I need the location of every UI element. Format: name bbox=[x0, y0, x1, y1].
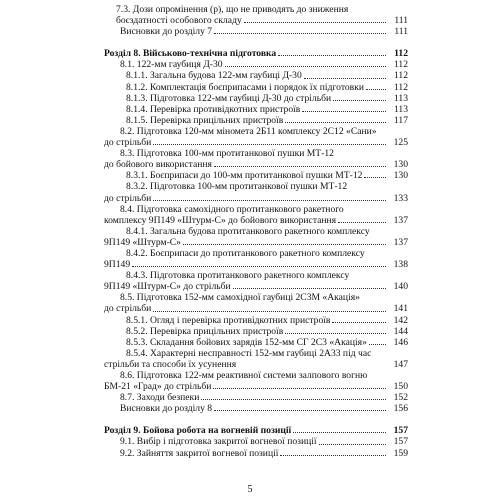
toc-entry-title: БМ-21 «Град» до стрільби bbox=[104, 381, 212, 393]
toc-entry-8-4-1[interactable] bbox=[104, 237, 408, 248]
toc-entry-title: 8.1.5. Перевірка прицільних пристроїв bbox=[126, 114, 284, 126]
page-ref: 113 bbox=[393, 92, 408, 104]
page-ref: 144 bbox=[393, 325, 408, 337]
toc-entry-8-7[interactable] bbox=[104, 392, 408, 403]
page-ref: 150 bbox=[393, 381, 408, 393]
toc-entry-title: 9.2. Зайняття закритої вогневої позиції bbox=[120, 447, 279, 459]
page-ref: 111 bbox=[394, 26, 408, 38]
page-ref: 137 bbox=[393, 236, 408, 248]
toc-entry-9-1[interactable] bbox=[104, 436, 408, 447]
page-ref: 112 bbox=[393, 59, 408, 71]
toc-entry-8-4-2[interactable] bbox=[104, 259, 408, 270]
toc-entry-8-3-1[interactable] bbox=[104, 170, 408, 181]
toc-entry-8-4-line1: 8.4. Підготовка самохідного протитанкового ракетного bbox=[120, 203, 344, 215]
toc-entry-8-5-2[interactable] bbox=[104, 326, 408, 337]
leader-dots bbox=[285, 333, 386, 334]
page-ref: 138 bbox=[393, 259, 408, 271]
page-ref: 141 bbox=[393, 303, 408, 315]
leader-dots bbox=[366, 89, 386, 90]
toc-entry-title: 8.5.1. Огляд і перевірка противідкотних пристроїв bbox=[126, 314, 331, 326]
toc-entry-9-2[interactable] bbox=[104, 448, 408, 459]
leader-dots bbox=[369, 344, 386, 345]
toc-entry-title: Висновки до розділу 7 bbox=[120, 26, 213, 38]
toc-entry-8-5-4[interactable] bbox=[104, 359, 408, 370]
leader-dots bbox=[332, 322, 386, 323]
toc-entry-title: комплексу 9П149 «Штурм-С» до бойового використання bbox=[104, 214, 337, 226]
toc-entry-8-5-line1: 8.5. Підготовка 152-мм самохідної гаубиці 2С3М «Акація» bbox=[120, 292, 360, 304]
leader-dots bbox=[183, 244, 386, 245]
toc-section-9[interactable] bbox=[104, 425, 408, 436]
page-ref: 112 bbox=[393, 81, 408, 93]
leader-dots bbox=[280, 455, 386, 456]
leader-dots bbox=[304, 78, 386, 79]
leader-dots bbox=[153, 200, 386, 201]
toc-entry-title: 8.5.3. Складання бойових зарядів 152-мм СГ 2С3 «Акація» bbox=[126, 336, 367, 348]
toc-entry-8-2[interactable] bbox=[104, 137, 408, 148]
toc-entry-8-5-1[interactable] bbox=[104, 315, 408, 326]
toc-entry-8-3-line1: 8.3. Підготовка 100-мм протитанкової пушки МТ-12 bbox=[120, 148, 334, 160]
toc-entry-title: 8.1. 122-мм гаубиця Д-30 bbox=[120, 59, 223, 71]
toc-entry-8-1[interactable] bbox=[104, 59, 408, 70]
leader-dots bbox=[244, 22, 386, 23]
toc-section-8[interactable] bbox=[104, 48, 408, 59]
page-ref: 156 bbox=[393, 403, 408, 415]
toc-entry-8-6[interactable] bbox=[104, 381, 408, 392]
toc-entry-title: боєздатності особового складу bbox=[116, 15, 242, 27]
toc-entry-8-1-3[interactable] bbox=[104, 93, 408, 104]
toc-entry-8-3-2[interactable] bbox=[104, 193, 408, 204]
page-ref: 111 bbox=[394, 15, 408, 27]
page-ref: 140 bbox=[393, 281, 408, 293]
toc-entry-8-4-2-line1: 8.4.2. Боєприпаси до протитанкового ракетного комплексу bbox=[126, 247, 365, 259]
leader-dots bbox=[132, 266, 386, 267]
page-ref: 146 bbox=[393, 336, 408, 348]
toc-entry-8-1-1[interactable] bbox=[104, 70, 408, 81]
toc-entry-conclusions-7[interactable] bbox=[104, 26, 408, 37]
section-title: Розділ 8. Військово-технічна підготовка bbox=[104, 48, 277, 60]
toc-entry-title: до стрільби bbox=[104, 303, 152, 315]
leader-dots bbox=[285, 122, 386, 123]
toc-entry-title: до стрільби bbox=[104, 137, 152, 149]
page-ref: 142 bbox=[393, 314, 408, 326]
toc-entry-title: 9П149 «Штурм-С» bbox=[104, 236, 181, 248]
toc-entry-title: 8.1.4. Перевірка противідкотних пристроїв bbox=[126, 103, 301, 115]
toc-entry-title: 8.1.2. Комплектація боєприпасами і порядок їх підготовки bbox=[126, 81, 365, 93]
page-ref: 113 bbox=[393, 103, 408, 115]
toc-entry-8-4[interactable] bbox=[104, 215, 408, 226]
toc-entry-8-1-4[interactable] bbox=[104, 104, 408, 115]
toc-entry-8-5-4-line1: 8.5.4. Характерні несправності 152-мм гаубиці 2А33 під час bbox=[126, 347, 372, 359]
page-ref: 130 bbox=[393, 170, 408, 182]
toc-entry-8-1-2[interactable] bbox=[104, 82, 408, 93]
toc-entry-7-3-line1: 7.3. Дози опромінення (р), що не приводять до зниження bbox=[116, 4, 349, 15]
page-ref: 125 bbox=[393, 137, 408, 149]
toc-entry-title: 8.1.1. Загальна будова 122-мм гаубиці Д-30 bbox=[126, 70, 302, 82]
toc-entry-8-6-line1: 8.6. Підготовка 122-мм реактивної системи залпового вогню bbox=[120, 370, 368, 381]
toc-entry-title: стрільби та способи їх усунення bbox=[104, 358, 237, 370]
page-ref: 112 bbox=[393, 70, 408, 82]
leader-dots bbox=[153, 144, 386, 145]
leader-dots bbox=[214, 410, 386, 411]
toc-entry-title: 9П149 bbox=[104, 259, 131, 271]
toc-entry-conclusions-8[interactable] bbox=[104, 403, 408, 414]
toc-entry-8-4-3-line1: 8.4.3. Підготовка протитанкового ракетного комплексу bbox=[126, 270, 350, 282]
page-ref: 157 bbox=[393, 436, 408, 448]
table-of-contents bbox=[104, 4, 408, 459]
toc-entry-title: 8.1.3. Підготовка 122-мм гаубиці Д-30 до стрільби bbox=[126, 92, 332, 104]
leader-dots bbox=[293, 432, 386, 433]
leader-dots bbox=[201, 399, 386, 400]
page-ref: 117 bbox=[393, 114, 408, 126]
leader-dots bbox=[338, 222, 386, 223]
page-ref: 137 bbox=[393, 214, 408, 226]
toc-entry-title: 8.5.2. Перевірка прицільних пристроїв bbox=[126, 325, 284, 337]
toc-entry-7-3[interactable] bbox=[104, 15, 408, 26]
leader-dots bbox=[214, 166, 386, 167]
toc-entry-title: 8.7. Заходи безпеки bbox=[120, 392, 200, 404]
leader-dots bbox=[153, 311, 386, 312]
toc-entry-title: 8.3.1. Боєприпаси до 100-мм протитанкової пушки МТ-12 bbox=[126, 170, 363, 182]
page-ref: 152 bbox=[393, 392, 408, 404]
page-ref: 157 bbox=[393, 425, 408, 437]
toc-entry-8-5-3[interactable] bbox=[104, 337, 408, 348]
section-title: Розділ 9. Бойова робота на вогневій позиції bbox=[104, 425, 292, 437]
page-ref: 112 bbox=[394, 48, 408, 60]
leader-dots bbox=[302, 111, 386, 112]
leader-dots bbox=[333, 100, 386, 101]
leader-dots bbox=[278, 55, 386, 56]
toc-entry-title: Висновки до розділу 8 bbox=[120, 403, 213, 415]
page-number: 5 bbox=[247, 484, 253, 495]
toc-entry-title: до стрільби bbox=[104, 192, 152, 204]
toc-entry-8-3[interactable] bbox=[104, 159, 408, 170]
toc-entry-title: до бойового використання bbox=[104, 159, 212, 171]
toc-entry-8-3-2-line1: 8.3.2. Підготовка 100-мм протитанкової пушки МТ-12 bbox=[126, 181, 348, 193]
leader-dots bbox=[233, 288, 386, 289]
toc-entry-8-1-5[interactable] bbox=[104, 115, 408, 126]
page-ref: 159 bbox=[393, 447, 408, 459]
toc-entry-8-4-1-line1: 8.4.1. Загальна будова протитанкового ракетного комплексу bbox=[126, 225, 370, 237]
toc-entry-title: 9П149 «Штурм-С» до стрільби bbox=[104, 281, 231, 293]
toc-entry-8-4-3[interactable] bbox=[104, 281, 408, 292]
page-ref: 133 bbox=[393, 192, 408, 204]
toc-entry-title: 9.1. Вибір і підготовка закритої вогневої позиції bbox=[120, 436, 317, 448]
toc-entry-8-5[interactable] bbox=[104, 303, 408, 314]
leader-dots bbox=[214, 33, 386, 34]
page-ref: 147 bbox=[393, 358, 408, 370]
page-ref: 130 bbox=[393, 159, 408, 171]
toc-entry-8-2-line1: 8.2. Підготовка 120-мм міномета 2Б11 комплексу 2С12 «Сани» bbox=[120, 125, 377, 137]
leader-dots bbox=[213, 388, 386, 389]
leader-dots bbox=[364, 177, 386, 178]
leader-dots bbox=[225, 66, 386, 67]
leader-dots bbox=[319, 444, 386, 445]
